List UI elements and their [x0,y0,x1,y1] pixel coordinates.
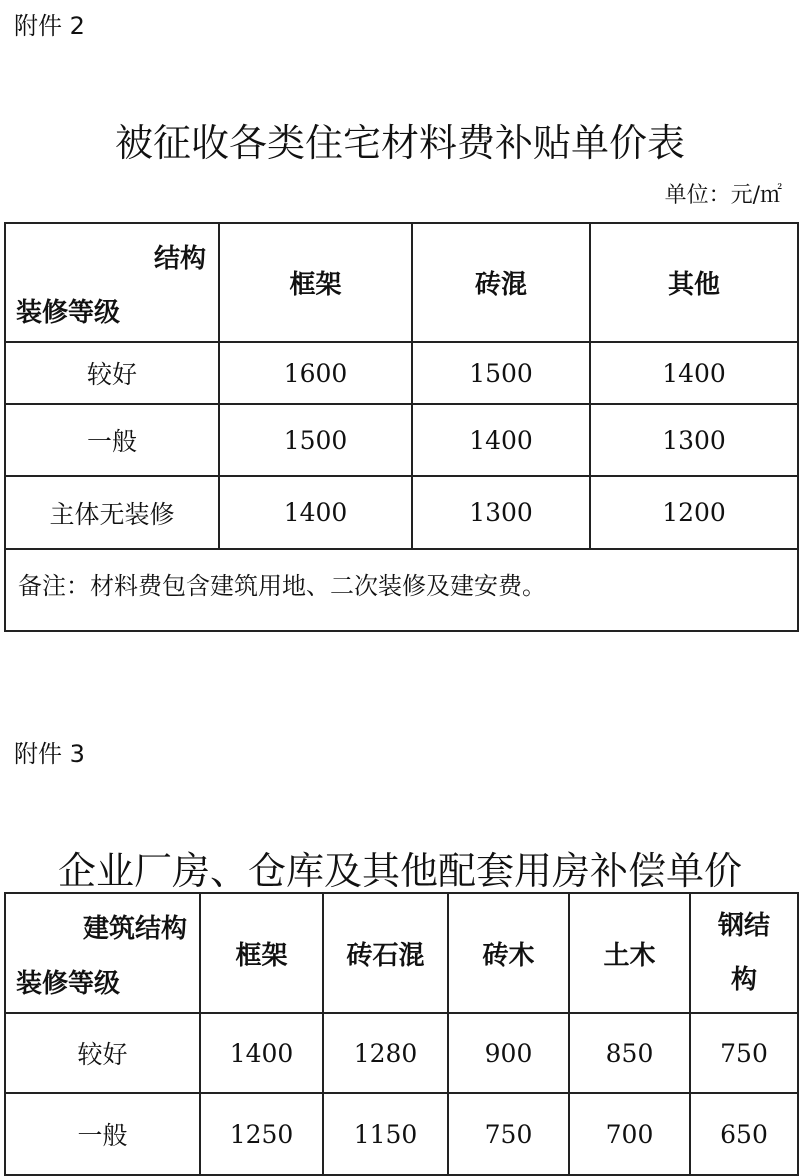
annex2-corner-bottom: 装修等级 [16,298,121,328]
annex3-col-header: 土木 [569,893,690,1013]
annex2-col-header: 其他 [590,223,798,342]
table-row [5,342,798,404]
annex2-corner-cell [5,223,219,342]
annex2-note-row [5,549,798,631]
annex2-header-row [5,223,798,342]
table-cell: 1280 [323,1013,448,1093]
table-cell: 1400 [219,476,412,549]
table-cell: 1200 [590,476,798,549]
annex2-unit: 单位：元/㎡ [664,183,782,208]
annex2-col-header: 砖混 [412,223,590,342]
annex2-table [4,222,799,632]
row-label: 较好 [5,1013,200,1093]
row-label: 一般 [5,1093,200,1175]
annex3-col-header-steel [690,893,798,1013]
table-cell: 1400 [590,342,798,404]
annex3-corner-cell [5,893,200,1013]
table-cell: 1400 [200,1013,323,1093]
table-cell: 700 [569,1093,690,1175]
table-cell: 1300 [412,476,590,549]
annex3-col-header: 砖木 [448,893,569,1013]
annex3-corner-top: 建筑结构 [82,914,187,944]
table-cell: 1500 [219,404,412,476]
annex3-table [4,892,799,1176]
annex3-title: 企业厂房、仓库及其他配套用房补偿单价 [57,849,742,893]
table-cell: 1600 [219,342,412,404]
table-row [5,476,798,549]
row-label: 主体无装修 [5,476,219,549]
table-cell: 900 [448,1013,569,1093]
steel-header-line2: 构 [730,965,757,995]
annex2-corner-top: 结构 [153,244,206,274]
table-cell: 650 [690,1093,798,1175]
annex3-label: 附件 3 [14,740,85,768]
table-row [5,1013,798,1093]
annex3-col-header: 砖石混 [323,893,448,1013]
row-label: 较好 [5,342,219,404]
table-cell: 1400 [412,404,590,476]
table-row [5,404,798,476]
annex3-col-header: 框架 [200,893,323,1013]
table-cell: 750 [448,1093,569,1175]
annex2-col-header: 框架 [219,223,412,342]
table-cell: 1250 [200,1093,323,1175]
annex3-header-row [5,893,798,1013]
table-cell: 1300 [590,404,798,476]
annex2-label: 附件 2 [14,12,85,40]
table-cell: 750 [690,1013,798,1093]
table-row [5,1093,798,1175]
table-cell: 1500 [412,342,590,404]
table-cell: 850 [569,1013,690,1093]
steel-header-line1: 钢结 [717,911,770,941]
annex2-title: 被征收各类住宅材料费补贴单价表 [114,121,685,165]
annex3-corner-bottom: 装修等级 [16,969,121,999]
table-cell: 1150 [323,1093,448,1175]
annex2-note: 备注：材料费包含建筑用地、二次装修及建安费。 [5,549,798,631]
row-label: 一般 [5,404,219,476]
